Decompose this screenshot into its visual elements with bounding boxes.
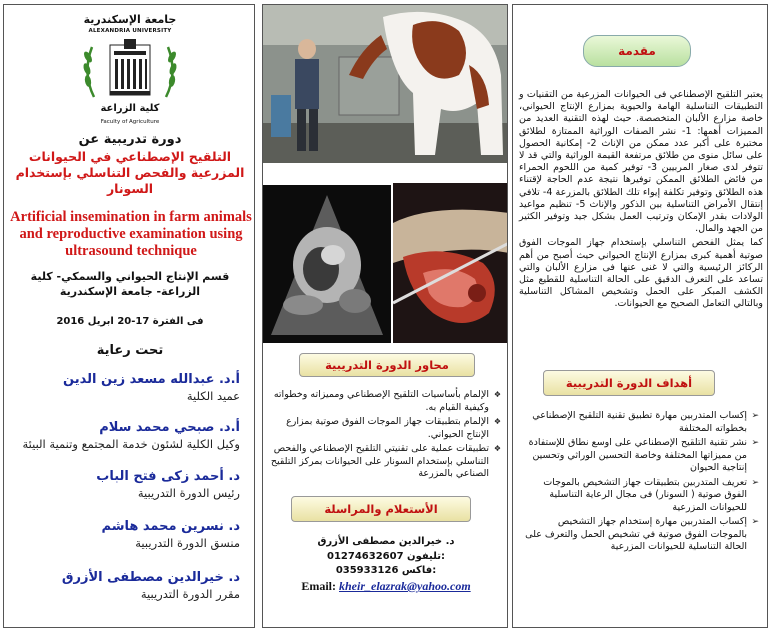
list-item: ➢ نشر تقنية التلقيح الإصطناعي على اوسع نطاق للإستفادة من مميزاتها المختلفة وخاصة التحسين الوراثي وتحسين إنتاجية الحيوان <box>519 437 759 475</box>
email-label: Email: <box>301 579 336 593</box>
person-role: رئيس الدورة التدريبية <box>137 486 240 500</box>
left-panel <box>3 4 255 628</box>
reproductive-tract-image <box>393 183 508 343</box>
patronage-heading: تحت رعاية <box>96 343 164 358</box>
intro-heading: مقدمة <box>583 35 691 67</box>
department: قسم الإنتاج الحيواني والسمكي- كلية الزراعة- جامعة الإسكندرية <box>30 270 230 298</box>
person-name: د. نسرين محمد هاشم <box>101 519 240 534</box>
course-axes-heading: محاور الدورة التدريبية <box>299 353 475 377</box>
list-item: ➢ إكساب المتدربين مهارة تطبيق تقنية التلقيح الإصطناعي بخطواته المختلفة <box>519 410 759 435</box>
person-vice-dean <box>10 419 240 452</box>
person-role: وكيل الكلية لشئون خدمة المجتمع وتنمية البيئة <box>22 437 240 451</box>
person-name: د. أحمد زكى فتح الباب <box>96 469 240 484</box>
course-heading: دورة تدريبية عن <box>78 132 182 147</box>
ultrasound-image <box>263 185 391 343</box>
university-name-en: ALEXANDRIA UNIVERSITY <box>88 28 172 34</box>
person-name: د. خيرالدين مصطفى الأزرق <box>61 570 240 585</box>
goals-list <box>519 410 759 556</box>
cow-photo <box>263 5 508 163</box>
reproductive-tract-illustration <box>393 183 508 343</box>
person-dean <box>10 371 240 404</box>
university-logo <box>74 11 186 129</box>
list-item: ❖ الإلمام بأساسيات التلقيح الإصطناعي ومميزاته وخطواته وكيفية القيام به. <box>269 389 501 414</box>
phone-label: تليفون: <box>407 551 445 562</box>
email-link[interactable]: kheir_elazrak@yahoo.com <box>339 579 471 593</box>
contact-email <box>263 579 508 594</box>
cow-photo-image <box>263 5 508 163</box>
person-role: منسق الدورة التدريبية <box>135 536 240 550</box>
right-panel <box>512 4 768 628</box>
ultrasound-scan <box>263 185 391 343</box>
course-axes-list <box>269 389 501 483</box>
list-item: ❖ الإلمام بتطبيقات جهاز الموجات الفوق صوتية بمزارع الإنتاج الحيواني. <box>269 416 501 441</box>
person-role: عميد الكلية <box>186 389 240 403</box>
contact-name: د. خيرالدين مصطفى الأزرق <box>317 536 455 547</box>
intro-paragraph: يعتبر التلقيح الإصطناعي فى الحيوانات المزرعية من التقنيات و التطبيقات التناسلية الهامة والحيوية بمزارع الإنتاج الحيواني، خاصة مزارع الألبان المتخصصة. حيث لهذه التقنية العديد من المميزات أهمها: 1- نشر الصفات الوراثية الممتازة لطلائق مختبرة على أكبر عدد ممكن من الإناث 2- إمكانية الحصول على سائل منوى من طلائق مرتفعة القيمة الوراثية والتي قد لا تتوفر لدى صغار المربيين 3- توفير كمية من اللحوم الحمراء من فائض الطلائق الممكن توفيرها نتيجة عدم الحاجة لإقتناء هذه الطلائق وتوفير تكلفة إيواء تلك الطلائق بالمزرعة 4- تلافي إنتقال الأمراض التناسلية بين الذكور والإناث 5- تنظيم مواعيد الولادات بقدر الإمكان وترتيب العمل بشكل جيد وتوفير الكثير من الجهد والمال. <box>519 89 764 235</box>
contact-heading: الأستعلام والمراسلة <box>291 496 471 522</box>
middle-panel <box>262 4 508 628</box>
faculty-name-ar: كلية الزراعة <box>100 103 160 114</box>
person-role: مقرر الدورة التدريبية <box>140 587 240 601</box>
person-coordinator <box>10 518 240 551</box>
intro-text <box>519 89 763 313</box>
course-title-ar: التلقيح الإصطناعي في الحيوانات المزرعية والفحص التناسلي بإستخدام السونار <box>15 149 245 196</box>
phone-value: 01274632607 <box>327 551 404 562</box>
list-item: ➢ تعريف المتدربين بتطبيقات جهاز التشخيص بالموجات الفوق صوتية ( السونار) فى مجال الرعاية التناسلية للحيوانات المزرعية <box>519 477 759 515</box>
person-course-head <box>10 468 240 501</box>
university-name-ar: جامعة الإسكندرية <box>83 13 177 26</box>
list-item: ➢ إكساب المتدربين مهارة إستخدام جهاز التشخيص بالموجات الفوق صوتية في تشخيص الحمل والتعرف على الحالة التناسلية للحيوانات المزرعية <box>519 516 759 554</box>
intro-paragraph: كما يمثل الفحص التناسلي بإستخدام جهاز الموجات الفوق صوتية أهمية كبرى بمزارع الإنتاج الحيواني حيث أصبح من أهم الركائز الرئيسية والتي لا غنى عنها فى مزارع الألبان والتي تساعد على التعرف الدقيق على الحالة التناسلية للقطيع مثل الكشف المبكر على الحمل وتشخيص المشاكل التناسلية وبالتالي التعامل الصحيح مع الحيوانات. <box>519 237 763 310</box>
contact-phone <box>263 550 508 563</box>
person-name: أ.د. صبحي محمد سلام <box>99 420 240 435</box>
fax-value: 035933126 <box>335 565 399 576</box>
person-rapporteur <box>10 569 240 602</box>
course-title-en: Artificial insemination in farm animals and reproductive examination using ultrasound technique <box>10 209 252 259</box>
emblem-icon <box>80 37 180 101</box>
faculty-name-en: Faculty of Agriculture <box>100 119 160 125</box>
course-dates: فى الفترة 17-20 ابريل 2016 <box>56 316 204 327</box>
list-item: ❖ تطبيقات عملية على تقنيتي التلقيح الإصطناعي والفحص التناسلي بإستخدام السونار على الحيوانات بمركز التلقيح الصناعي بالمزرعة <box>269 443 501 481</box>
goals-heading: أهداف الدورة التدريبية <box>543 370 715 396</box>
fax-label: فاكس: <box>401 565 437 576</box>
person-name: أ.د. عبدالله مسعد زين الدين <box>63 372 240 387</box>
contact-fax <box>263 564 508 577</box>
